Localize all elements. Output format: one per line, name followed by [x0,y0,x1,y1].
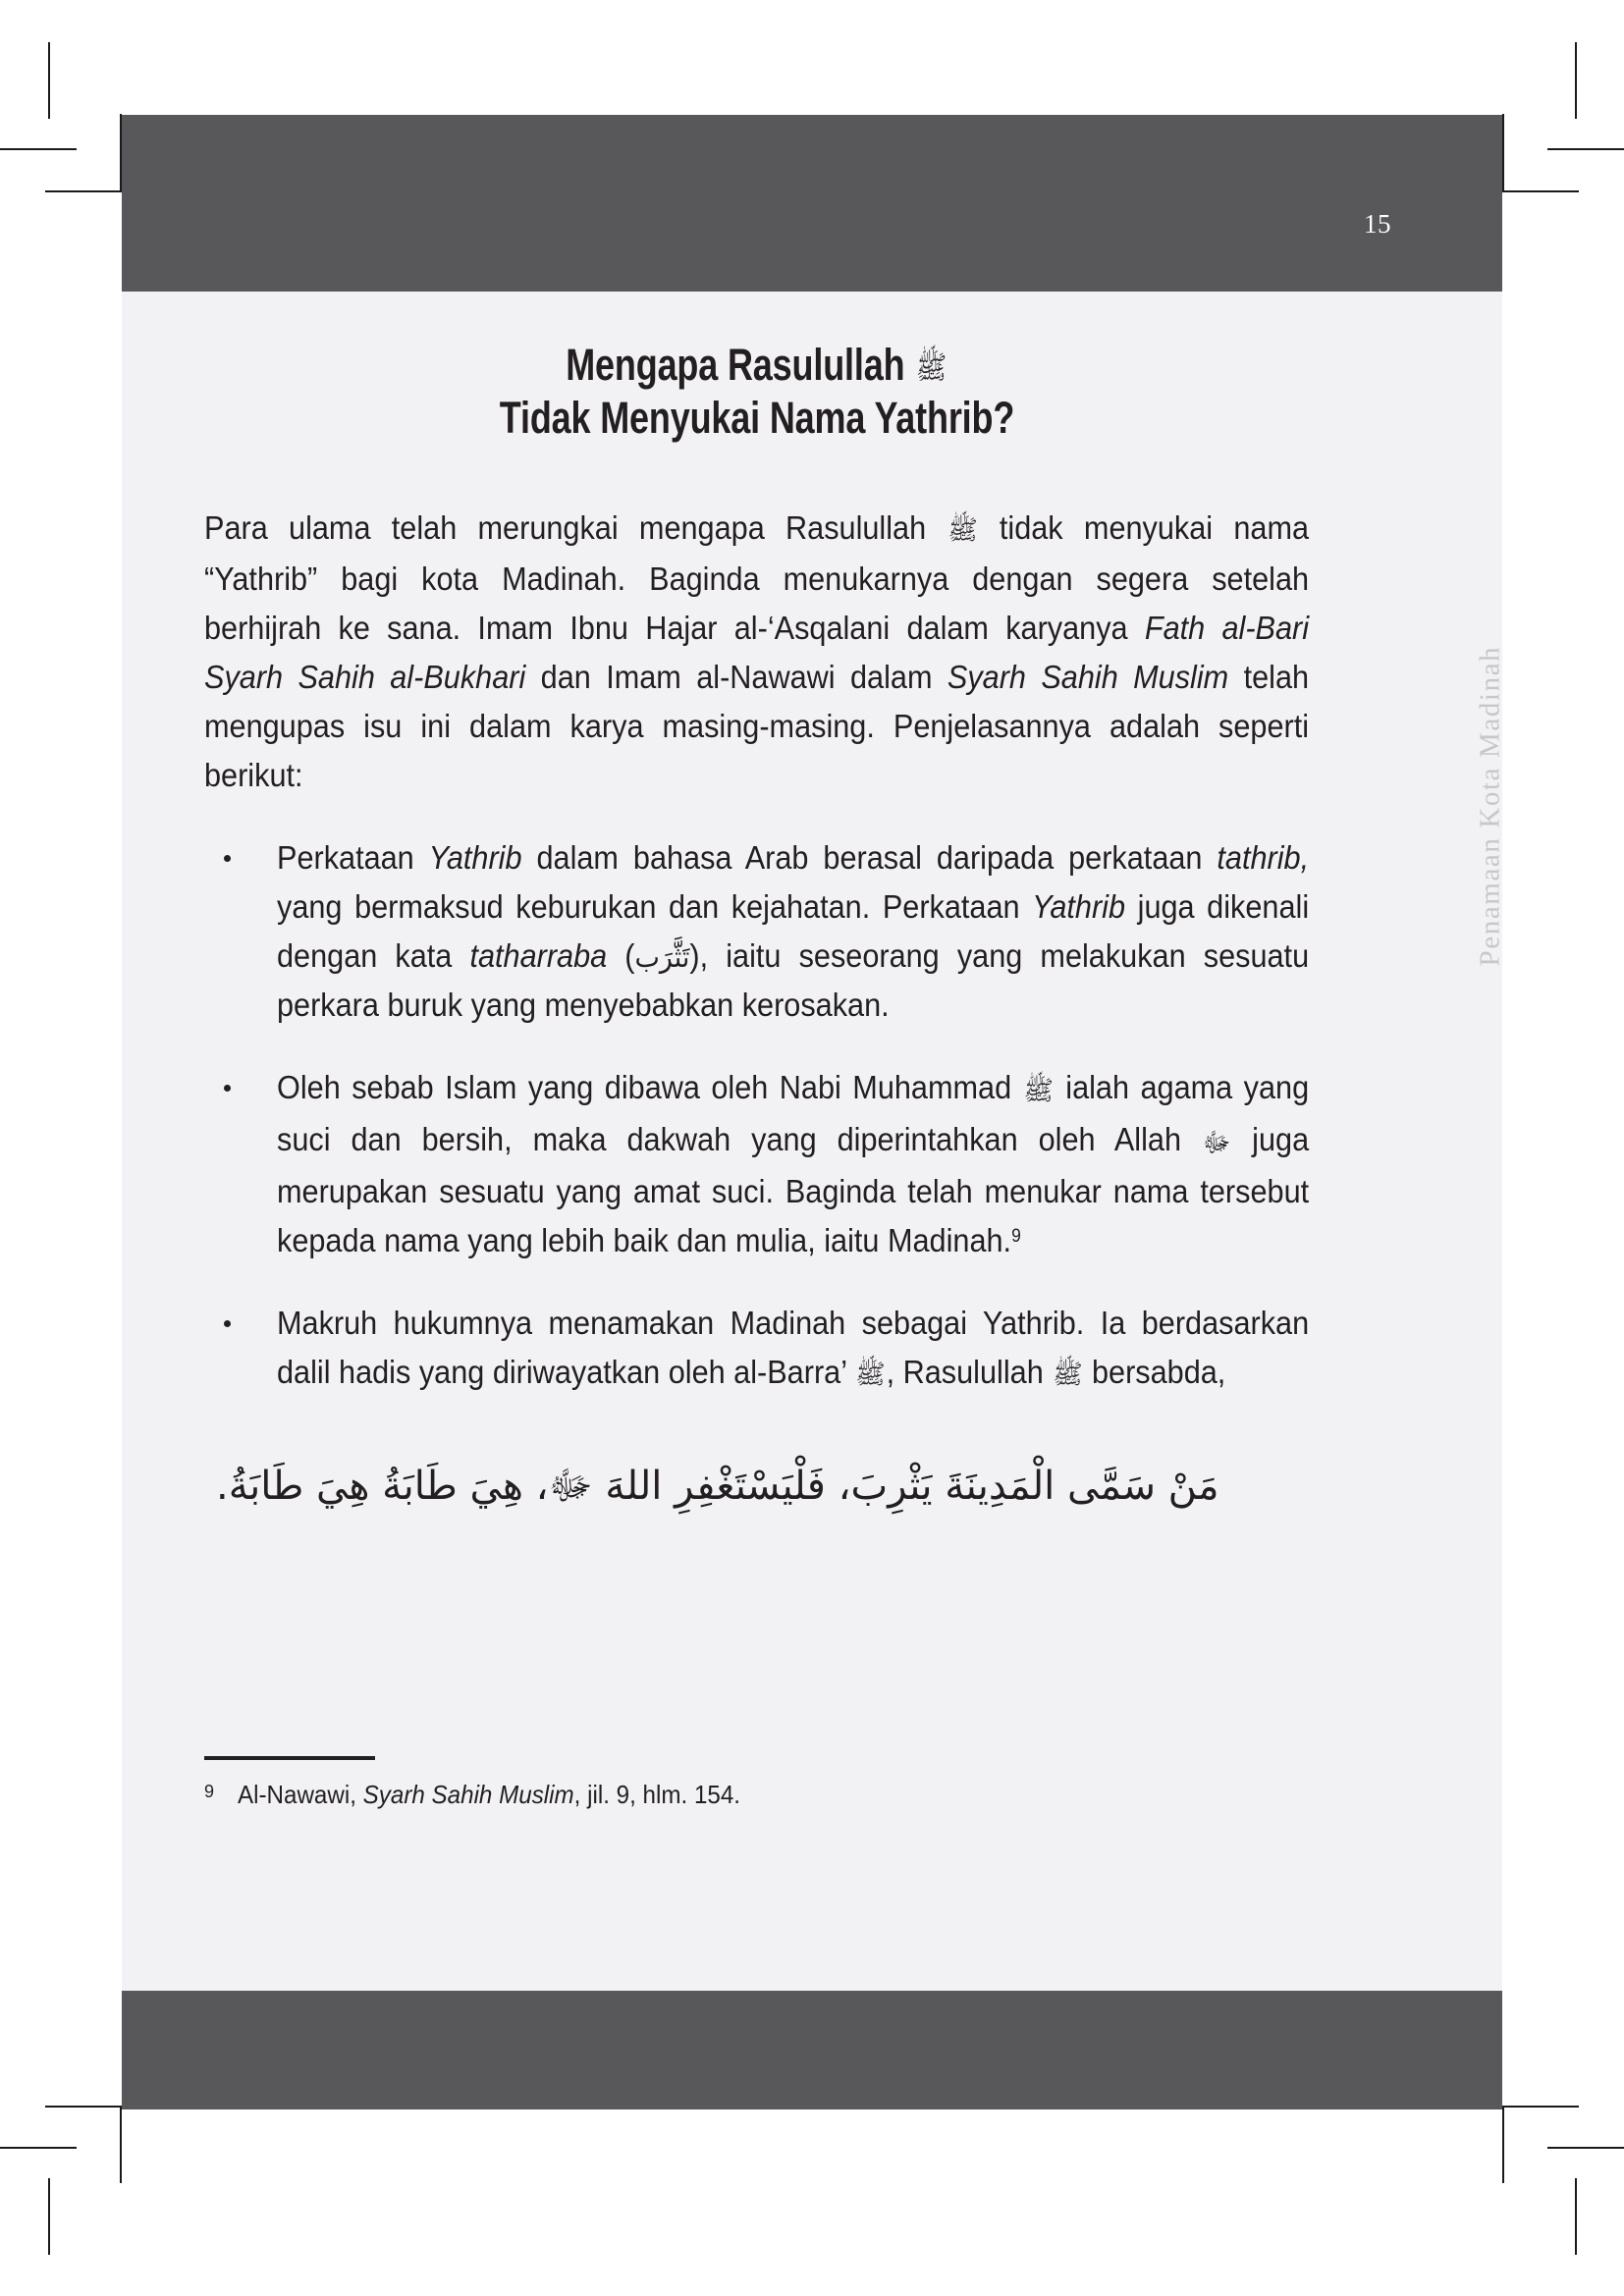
jalla-jalaluhu-icon: ﷻ [1202,1127,1231,1158]
intro-text-c: dan Imam al-Nawawi dalam [525,660,947,697]
hadith-quotation: مَنْ سَمَّى الْمَدِينَةَ يَثْرِبَ، فَلْيَسْتَغْفِرِ اللهَ ﷻ، هِيَ طَابَةُ هِيَ طَابَةُ. [216,1464,1219,1510]
header-band [122,115,1502,292]
bullet-1-e: ( [607,938,635,976]
bullet-dot-icon [224,1320,231,1327]
list-item [204,1300,1310,1401]
bullet-1-c: yang bermaksud keburukan dan kejahatan. Perkataan [277,889,1033,927]
bullet-3-b: , Rasulullah [886,1354,1053,1391]
crop-mark-top-right-vertical [1575,42,1577,119]
term-tathrib: tathrib, [1217,840,1310,878]
crop-mark-top-left-vertical [48,42,50,119]
footer-band [122,1991,1502,2109]
bullet-3-c: bersabda, [1083,1354,1226,1391]
term-tatharraba: tatharraba [469,938,608,976]
list-item [204,1064,1310,1265]
page-title [315,339,1200,446]
footnote-reference-9[interactable]: 9 [1011,1225,1021,1247]
page-number: 15 [1364,209,1391,239]
page-title-line-2: Tidak Menyukai Nama Yathrib? [499,393,1015,444]
crop-mark-top-left-horizontal [0,148,77,150]
sallallahu-alayhi-wasallam-icon: ﷺ [1053,1360,1083,1391]
explanation-list [204,834,1310,1400]
footnote-author: Al-Nawawi, [238,1780,356,1809]
crop-mark-bottom-left-horizontal [0,2147,77,2149]
crop-mark-top-left-inner-horizontal [45,190,122,192]
radiyallahu-anhu-icon: ﷺ [855,1360,886,1391]
bullet-2-c: juga merupakan sesuatu yang amat suci. Baginda telah menukar nama tersebut kepada nama yang lebih baik dan mulia, iaitu Madinah. [277,1121,1310,1259]
bullet-1-a: Perkataan [277,840,429,878]
arabic-term-tatharraba: تَثَّرَب [634,940,690,975]
footnote-number: 9 [204,1782,215,1801]
bullet-1-d: juga dikenali dengan kata [277,889,1310,976]
crop-mark-top-right-horizontal [1547,148,1624,150]
bullet-1-f: ), iaitu seseorang yang melakukan sesuatu perkara buruk yang menyebabkan kerosakan. [277,938,1310,1025]
sallallahu-alayhi-wasallam-icon: ﷺ [1023,1075,1054,1106]
list-item [204,834,1310,1031]
footnote-reference: , jil. 9, hlm. 154. [573,1780,741,1809]
term-yathrib-1: Yathrib [428,840,522,878]
footnote-book-title: Syarh Sahih Muslim [362,1780,574,1809]
bullet-2-a: Oleh sebab Islam yang dibawa oleh Nabi Muhammad [277,1070,1023,1107]
footnote-text [238,1779,740,1812]
intro-text-b: tidak menyukai nama “Yathrib” bagi kota Madinah. Baginda menukarnya dengan segera setelah berhijrah ke sana. Imam Ibnu Hajar al-‘Asqalani dalam karyanya [204,509,1310,648]
bullet-1-text [277,834,1309,1031]
term-yathrib-2: Yathrib [1032,889,1126,927]
intro-text-a: Para ulama telah merungkai mengapa Rasulullah [204,509,947,547]
bullet-1-b: dalam bahasa Arab berasal daripada perkataan [521,840,1218,878]
crop-mark-bottom-right-inner-horizontal [1502,2106,1579,2108]
crop-mark-bottom-right-horizontal [1547,2147,1624,2149]
page-title-line-1 [566,340,948,390]
running-head: Penamaan Kota Madinah [1475,645,1506,967]
page-title-line-1-text: Mengapa Rasulullah [566,340,915,390]
book-page [122,115,1506,2109]
bullet-3-a: Makruh hukumnya menamakan Madinah sebagai Yathrib. Ia berdasarkan dalil hadis yang diriwayatkan oleh al-Barra’ [277,1305,1310,1391]
footnote-entry [204,1779,1310,1812]
bullet-3-text [277,1300,1309,1401]
crop-mark-bottom-left-inner-horizontal [45,2106,122,2108]
crop-mark-bottom-left-vertical [48,2178,50,2255]
book-title-fath-al-bari: Fath al-Bari Syarh Sahih al-Bukhari [204,611,1310,697]
bullet-dot-icon [224,1085,231,1092]
crop-mark-bottom-right-vertical [1575,2178,1577,2255]
book-title-syarh-sahih-muslim: Syarh Sahih Muslim [947,660,1229,697]
sallallahu-alayhi-wasallam-icon: ﷺ [915,348,947,387]
bullet-dot-icon [224,855,231,862]
crop-mark-bottom-right-inner-vertical [1502,2107,1504,2183]
intro-paragraph [204,505,1309,802]
crop-mark-bottom-left-inner-vertical [120,2107,122,2183]
intro-text-d: telah mengupas isu ini dalam karya masing-masing. Penjelasannya adalah seperti berikut: [204,660,1310,795]
page-content [204,292,1310,1519]
bullet-2-b: ialah agama yang suci dan bersih, maka dakwah yang diperintahkan oleh Allah [277,1070,1310,1158]
crop-mark-top-right-inner-horizontal [1502,190,1579,192]
footnote-area [204,1756,1310,1812]
crop-mark-top-right-inner-vertical [1502,114,1504,190]
bullet-2-text [277,1064,1309,1265]
sallallahu-alayhi-wasallam-icon: ﷺ [947,515,978,547]
footnote-separator-rule [204,1756,375,1760]
